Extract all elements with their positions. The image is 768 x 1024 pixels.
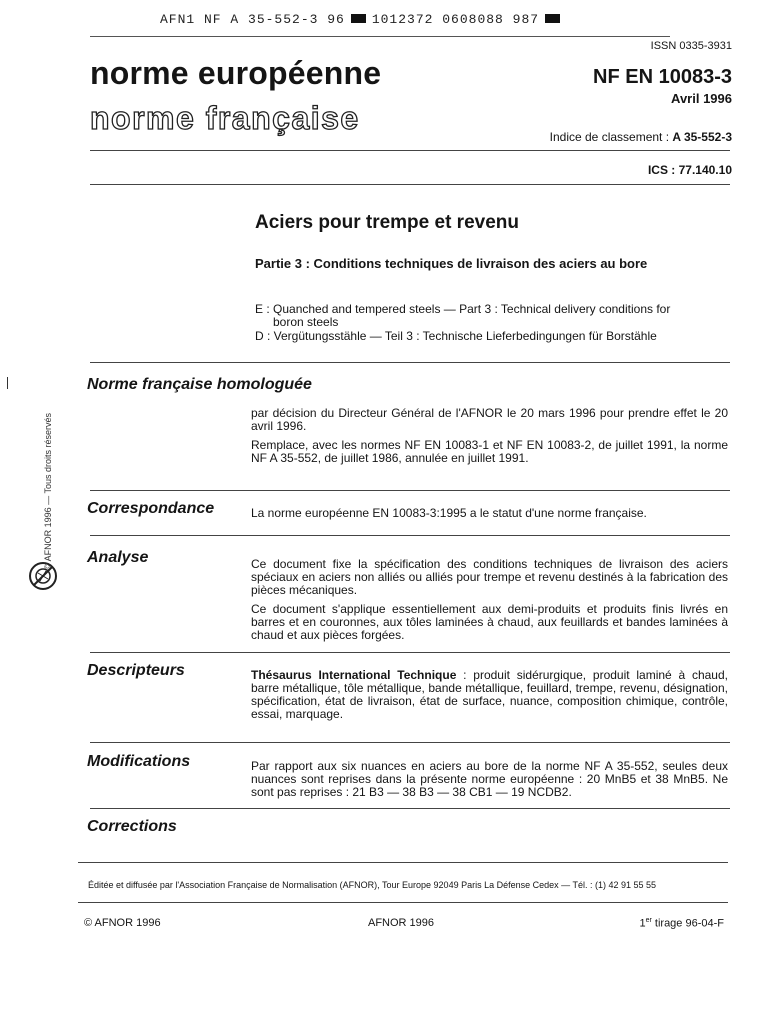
header-divider <box>90 150 730 151</box>
standard-number: NF EN 10083-3 <box>593 66 732 88</box>
standard-date: Avril 1996 <box>671 91 732 106</box>
indice-value: A 35-552-3 <box>672 130 732 144</box>
barcode-block <box>545 14 560 23</box>
header-divider <box>90 184 730 185</box>
analyse-label: Analyse <box>87 549 149 566</box>
issn: ISSN 0335-3931 <box>650 40 732 52</box>
correspondance-text <box>251 507 728 526</box>
section-divider <box>90 535 730 536</box>
modifications-label: Modifications <box>87 753 191 770</box>
descripteurs-label: Descripteurs <box>87 662 185 679</box>
top-divider <box>90 36 670 37</box>
rights-notice: © AFNOR 1996 — Tous droits réservés <box>43 412 53 570</box>
modifications-paragraph: Par rapport aux six nuances en aciers au bore de la norme NF A 35-552, seules deux nuances sont reprises dans la présente norme européenne : 20 MnB5 et 38 MnB5. Ne sont pas reprises : 21 B3 — 38 B3 — 38 CB1 — 19 NCDB2. <box>251 759 728 799</box>
footer-center: AFNOR 1996 <box>368 917 435 929</box>
correspondance-paragraph: La norme européenne EN 10083-3:1995 a le statut d'une norme française. <box>251 506 647 520</box>
english-title-line: E : Quanched and tempered steels — Part 3 : Technical delivery conditions for <box>255 302 671 316</box>
section-divider <box>90 742 730 743</box>
print-run-code: tirage 96-04-F <box>651 917 724 930</box>
homologuee-text <box>251 407 728 471</box>
footer-divider <box>78 862 728 863</box>
english-title-line: boron steels <box>273 315 339 329</box>
catalogue-code: AFN1 NF A 35-552-3 96 <box>160 12 345 27</box>
indice-classement <box>550 130 732 144</box>
print-run <box>639 917 724 930</box>
descripteurs-text <box>251 669 728 727</box>
title-divider <box>90 362 730 363</box>
no-copy-seal-icon <box>28 561 58 596</box>
ics-code: ICS : 77.140.10 <box>647 163 732 177</box>
descripteurs-keywords: : produit sidérurgique, produit laminé à chaud, barre métallique, tôle métallique, bande métallique, feuillard, trempe, revenu, désignation, spécification, état de livraison, état de surface, nuance, composition chimique, contrôle, essai, marquage. <box>251 668 728 721</box>
catalogue-line <box>160 12 566 27</box>
thesaurus-label: Thésaurus International Technique <box>251 668 457 682</box>
analyse-text <box>251 558 728 648</box>
barcode-block <box>351 14 366 23</box>
homologuee-paragraph: Remplace, avec les normes NF EN 10083-1 et NF EN 10083-2, de juillet 1991, la norme NF A 35-552, de juillet 1986, annulée en juillet 1991. <box>251 438 728 465</box>
print-run-number: 1 <box>639 917 646 930</box>
section-divider <box>90 808 730 809</box>
document-title: Aciers pour trempe et revenu <box>255 212 519 233</box>
footer-divider <box>78 902 728 903</box>
print-run-suffix: er <box>645 917 652 924</box>
homologuee-label: Norme française homologuée <box>87 376 312 393</box>
indice-label: Indice de classement : <box>549 130 670 144</box>
document-subtitle: Partie 3 : Conditions techniques de livraison des aciers au bore <box>255 256 648 271</box>
publisher-notice: Éditée et diffusée par l'Association Française de Normalisation (AFNOR), Tour Europe 92049 Paris La Défense Cedex — Tél. : (1) 42 91 55 55 <box>88 880 657 890</box>
norme-francaise-heading: norme française <box>90 100 360 136</box>
catalogue-number: 1012372 0608088 987 <box>371 12 540 27</box>
analyse-paragraph: Ce document fixe la spécification des conditions techniques de livraison des aciers spéciaux en aciers non alliés ou alliés pour trempe et revenu destinés à la fabrication des pièces mécaniques. <box>251 557 728 597</box>
section-divider <box>90 490 730 491</box>
margin-rights <box>43 380 55 570</box>
margin-mark <box>7 377 8 389</box>
descripteurs-paragraph <box>251 669 728 721</box>
analyse-paragraph: Ce document s'applique essentiellement aux demi-produits et produits finis livrés en barres et en couronnes, aux tôles laminées à chaud, aux feuillards et bandes laminées à chaud et aux pièces forgées. <box>251 602 728 642</box>
norme-europeenne-heading: norme européenne <box>90 55 382 91</box>
modifications-text <box>251 760 728 805</box>
corrections-label: Corrections <box>87 818 177 835</box>
english-title <box>255 303 735 329</box>
correspondance-label: Correspondance <box>87 500 215 517</box>
copyright: © AFNOR 1996 <box>84 917 161 929</box>
section-divider <box>90 652 730 653</box>
german-title: D : Vergütungsstähle — Teil 3 : Technische Lieferbedingungen für Borstähle <box>255 329 657 343</box>
homologuee-paragraph: par décision du Directeur Général de l'AFNOR le 20 mars 1996 pour prendre effet le 20 avril 1996. <box>251 406 728 433</box>
